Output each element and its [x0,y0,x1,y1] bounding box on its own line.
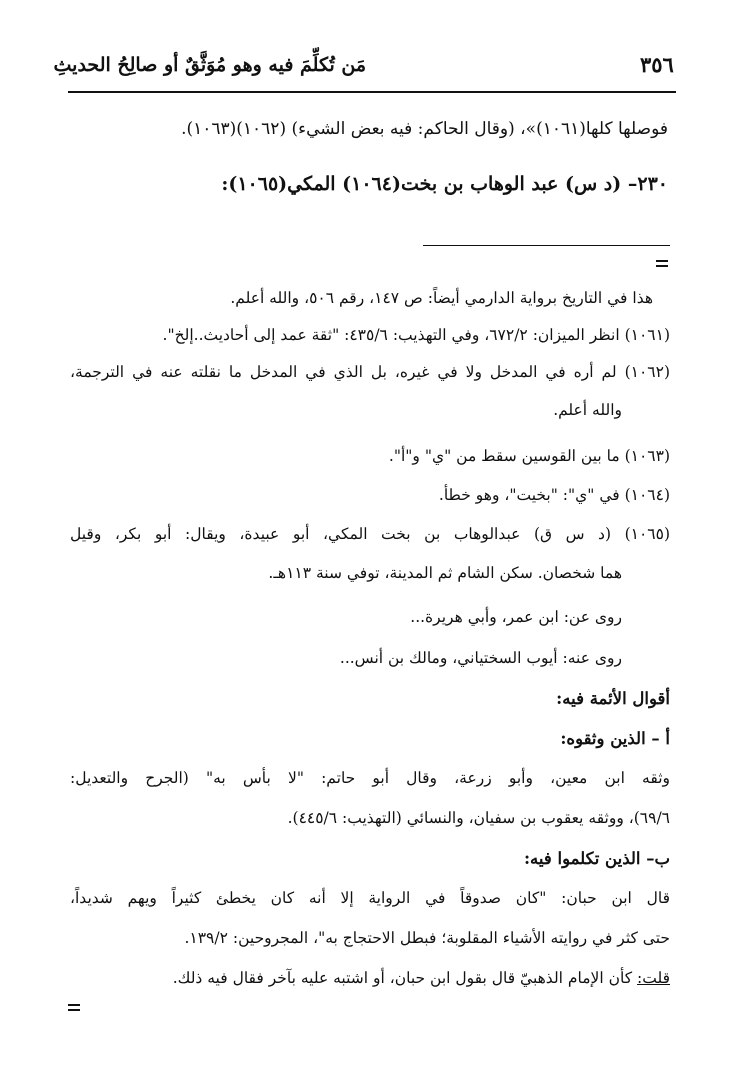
running-header-title: مَن تُكلِّمَ فيه وهو مُوَثَّقٌ أو صالِحُ الحديثِ [53,54,366,76]
narrated-by: روى عنه: أيوب السختياني، ومالك بن أنس... [339,649,622,667]
footnote-continuation: هذا في التاريخ برواية الدارمي أيضاً: ص ١٤٧، رقم ٥٠٦، والله أعلم. [230,289,653,307]
continuation-mark-top [656,260,668,270]
footnote-1065-line2: هما شخصان. سكن الشام ثم المدينة، توفي سنة ١١٣هـ. [268,564,622,582]
body-line-1: فوصلها كلها(١٠٦١)»، (وقال الحاكم: فيه بعض الشيء) (١٠٦٢)(١٠٦٣). [181,119,668,139]
continuation-mark-bottom [68,1004,80,1014]
entry-heading-230: ٢٣٠– (د س) عبد الوهاب بن بخت(١٠٦٤) المكي(١٠٦٥): [221,173,668,195]
heading-who-criticized: ب– الذين تكلموا فيه: [523,849,670,868]
heading-who-trusted: أ – الذين وثقوه: [560,729,670,748]
author-comment-text: كأن الإمام الذهبيّ قال بقول ابن حبان، أو اشتبه عليه بآخر فقال فيه ذلك. [172,969,638,987]
footnote-separator [423,245,670,246]
footnote-1064: (١٠٦٤) في "ي": "بخيت"، وهو خطأ. [438,486,670,504]
footnote-1062-line2: والله أعلم. [553,401,622,419]
narrated-from: روى عن: ابن عمر، وأبي هريرة... [410,608,622,626]
footnote-1062-line1: (١٠٦٢) لم أره في المدخل ولا في غيره، بل الذي في المدخل ما نقلته عنه في الترجمة، [70,363,670,381]
author-comment [173,968,670,988]
trusted-line-2: ٦٩/٦)، ووثقه يعقوب بن سفيان، والنسائي (التهذيب: ٤٤٥/٦). [287,809,670,827]
author-comment-label: قلت: [637,969,670,987]
trusted-line-1: وثقه ابن معين، وأبو زرعة، وقال أبو حاتم: "لا بأس به" (الجرح والتعديل: [70,769,670,787]
page-number: ٣٥٦ [640,52,674,77]
footnote-1061: (١٠٦١) انظر الميزان: ٦٧٢/٢، وفي التهذيب: ٤٣٥/٦: "ثقة عمد إلى أحاديث..إلخ". [162,326,670,344]
ibn-hibban-line-1: قال ابن حبان: "كان صدوقاً في الرواية إلا أنه كان يخطئ كثيراً ويهم شديداً، [70,889,670,907]
ibn-hibban-line-2: حتى كثر في روايته الأشياء المقلوبة؛ فبطل الاحتجاج به"، المجروحين: ١٣٩/٢. [184,929,670,947]
footnote-1065-line1: (١٠٦٥) (د س ق) عبدالوهاب بن بخت المكي، أبو عبيدة، ويقال: أبو بكر، وقيل [70,525,670,543]
footnote-1063: (١٠٦٣) ما بين القوسين سقط من "ي" و"أ". [388,447,670,465]
header-rule [68,91,676,93]
heading-scholars-opinions: أقوال الأئمة فيه: [556,689,670,708]
